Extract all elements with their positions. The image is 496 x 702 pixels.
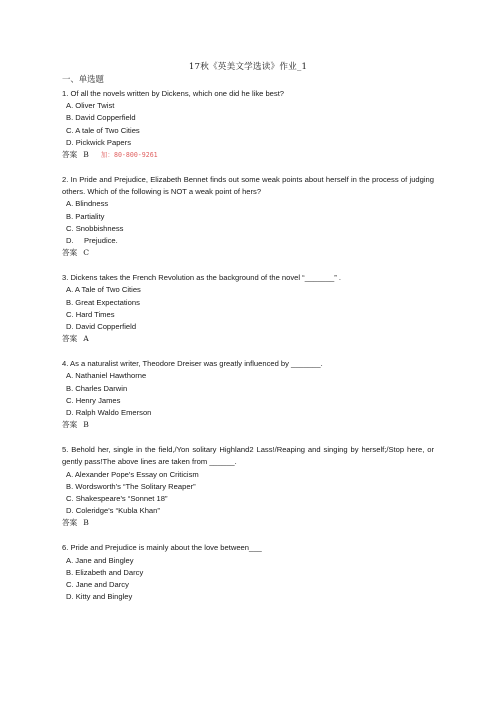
- option-d: [62, 235, 434, 247]
- watermark-contact: 加：80-800-9261: [100, 151, 158, 160]
- option-d: D. Pickwick Papers: [66, 137, 131, 147]
- answer-line: [62, 419, 434, 432]
- option-c: C. Hard Times: [66, 309, 115, 319]
- option-d: D. Coleridge's “Kubla Khan”: [66, 506, 160, 516]
- question-2: [62, 174, 434, 260]
- answer-value: C: [83, 248, 89, 258]
- question-stem: 3. Dickens takes the French Revolution as the background of the novel “_______” .: [62, 273, 342, 283]
- answer-value: B: [83, 518, 89, 528]
- option-c: C. A tale of Two Cities: [66, 125, 140, 135]
- question-4: [62, 358, 434, 432]
- answer-label: 答案: [62, 420, 78, 430]
- option-a: A. Blindness: [66, 199, 109, 209]
- option-b: B. Charles Darwin: [66, 383, 128, 393]
- question-stem: 4. As a naturalist writer, Theodore Dreiser was greatly influenced by _______.: [62, 359, 323, 369]
- option-d: D. Ralph Waldo Emerson: [66, 408, 152, 418]
- answer-label: 答案: [62, 518, 78, 528]
- option-b: B. Great Expectations: [66, 297, 140, 307]
- option-d-label: D.: [66, 236, 74, 246]
- answer-value: B: [83, 420, 89, 430]
- question-5: [62, 444, 434, 530]
- question-stem: 2. In Pride and Prejudice, Elizabeth Bennet finds out some weak points about herself in the process of judging others. Which of the following is NOT a weak point of hers?: [62, 175, 434, 197]
- option-b: B. Partiality: [66, 211, 105, 221]
- answer-line: [62, 247, 434, 260]
- question-1: [62, 88, 434, 162]
- answer-line: [62, 149, 434, 162]
- option-a: A. Jane and Bingley: [66, 555, 134, 565]
- option-c: C. Shakespeare's “Sonnet 18”: [66, 494, 168, 504]
- question-stem: 1. Of all the novels written by Dickens, which one did he like best?: [62, 89, 285, 98]
- option-d-text: Prejudice.: [84, 236, 118, 246]
- option-a: A. Nathaniel Hawthorne: [66, 371, 147, 381]
- answer-line: [62, 517, 434, 530]
- option-c: C. Snobbishness: [66, 223, 124, 233]
- option-c: C. Jane and Darcy: [66, 580, 129, 590]
- question-stem: 6. Pride and Prejudice is mainly about the love between___: [62, 543, 262, 553]
- option-c: C. Henry James: [66, 395, 121, 405]
- answer-label: 答案: [62, 150, 78, 160]
- option-b: B. David Copperfield: [66, 113, 136, 123]
- answer-value: A: [83, 334, 89, 344]
- question-stem: 5. Behold her, single in the field,/Yon solitary Highland2 Lass!/Reaping and singing by herself;/Stop here, or gently pass!The above lines are taken from ______.: [62, 445, 434, 467]
- section-heading: 一、单选题: [62, 74, 104, 84]
- document-title: 17秋《英美文学选读》作业_1: [188, 62, 308, 72]
- option-a: A. A Tale of Two Cities: [66, 285, 141, 295]
- question-list: [62, 88, 434, 603]
- answer-value: B: [83, 150, 89, 160]
- answer-label: 答案: [62, 248, 78, 258]
- option-b: B. Elizabeth and Darcy: [66, 567, 144, 577]
- option-a: A. Alexander Pope's Essay on Criticism: [66, 469, 199, 479]
- answer-label: 答案: [62, 334, 78, 344]
- option-a: A. Oliver Twist: [66, 101, 115, 111]
- answer-line: [62, 333, 434, 346]
- option-d: D. David Copperfield: [66, 322, 137, 332]
- option-b: B. Wordsworth's “The Solitary Reaper”: [66, 481, 196, 491]
- question-6: [62, 542, 434, 603]
- option-d: D. Kitty and Bingley: [66, 592, 133, 602]
- question-3: [62, 272, 434, 346]
